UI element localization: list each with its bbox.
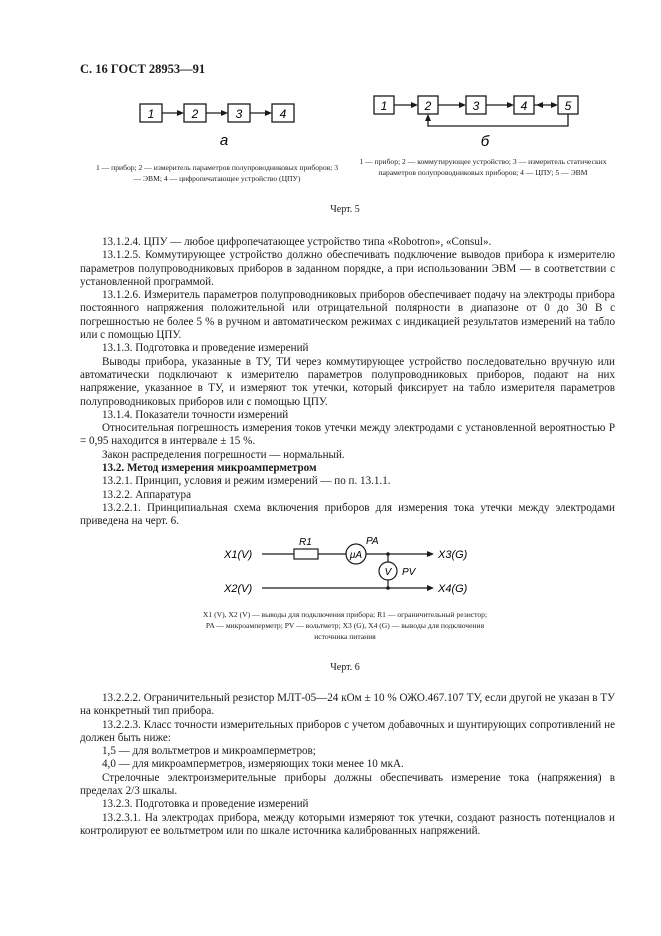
terminal-x1-label: X1(V) [224, 549, 253, 561]
diagram-a-letter: а [219, 132, 229, 149]
figure-5-label: Черт. 5 [330, 204, 360, 215]
block-diagram-a [138, 100, 308, 150]
block-a-1: 1 [147, 107, 155, 121]
paragraph: 13.2.2.3. Класс точности измерительных приборов с учетом добавочных и шунтирующих сопротивлений не должен быть ниже: [80, 718, 615, 744]
body-text-bottom [80, 692, 615, 838]
paragraph: Стрелочные электроизмерительные приборы должны обеспечивать измерение тока (напряжения) в пределах 2/3 шкалы. [80, 771, 615, 798]
resistor-label: R1 [299, 537, 312, 548]
block-diagram-b [372, 92, 582, 152]
block-a-4: 4 [279, 107, 287, 121]
ammeter-label: PA [366, 536, 379, 547]
paragraph: 13.2.3. Подготовка и проведение измерений [102, 798, 309, 811]
paragraph: 13.2.2. Аппаратура [102, 488, 191, 501]
paragraph: 13.1.3. Подготовка и проведение измерений [102, 342, 309, 355]
paragraph: 13.2.2.2. Ограничительный резистор МЛТ-05—24 кОм ± 10 % ОЖО.467.107 ТУ, если другой не указан в ТУ на конкретный тип прибора. [80, 692, 615, 718]
block-b-2: 2 [424, 99, 432, 113]
voltmeter-symbol: V [384, 567, 392, 578]
figure-6-label: Черт. 6 [330, 662, 360, 673]
paragraph: 13.1.2.5. Коммутирующее устройство должно обеспечивать подключение выводов прибора к измерителю параметров полупроводниковых приборов в заданном порядке, а при использовании ЭВМ — в соответствии с установленной программой. [80, 249, 615, 288]
paragraph: 13.2.3.1. На электродах прибора, между которыми измеряют ток утечки, создают разность потенциалов и контролируют ее вольтметром или по шкале источника калиброванных напряжений. [80, 811, 615, 837]
block-a-2: 2 [191, 107, 199, 121]
paragraph: 13.1.4. Показатели точности измерений [102, 408, 289, 421]
block-b-4: 4 [520, 99, 528, 113]
terminal-x3-label: X3(G) [438, 549, 468, 561]
terminal-x2-label: X2(V) [224, 583, 253, 595]
circuit-diagram-svg [220, 536, 500, 604]
block-diagram-b-svg [372, 92, 582, 152]
block-diagram-a-svg [138, 100, 308, 150]
diagram-b-caption: 1 — прибор; 2 — коммутирующее устройство; 3 — измеритель статических параметров полупроводниковых приборов; 4 — ЦПУ; 5 — ЭВМ [359, 157, 607, 177]
block-a-3: 3 [235, 107, 243, 121]
paragraph: 13.1.2.6. Измеритель параметров полупроводниковых приборов обеспечивает подачу на электроды прибора постоянного напряжения положительной или отрицательной полярности в диапазоне от 0 до 30 В с погрешностью не более 5 % в ручном и автоматическом режимах с индикацией результатов измерений на табло или с помощью ЦПУ. [80, 289, 615, 342]
page-header: С. 16 ГОСТ 28953—91 [80, 62, 206, 76]
voltmeter-label: PV [402, 567, 416, 578]
paragraph: Закон распределения погрешности — нормальный. [102, 448, 345, 461]
diagram-b-letter: б [480, 133, 490, 150]
body-text-top [80, 236, 615, 529]
block-b-1: 1 [380, 99, 388, 113]
section-heading: 13.2. Метод измерения микроамперметром [102, 462, 317, 475]
paragraph: Выводы прибора, указанные в ТУ, ТИ через коммутирующее устройство последовательно вручную или автоматически подключают к измерителю параметров полупроводниковых приборов, подают на них напряжение, указанное в ТУ, и измеряют ток утечки, который фиксирует на табло измерителя параметров полупроводниковых приборов или с помощью ЦПУ. [80, 355, 615, 408]
paragraph: 13.2.2.1. Принципиальная схема включения приборов для измерения тока утечки между электродами приведена на черт. 6. [80, 501, 615, 528]
paragraph: Относительная погрешность измерения токов утечки между электродами с установленной вероятностью P = 0,95 находится в интервале ± 15 %. [80, 422, 615, 448]
diagram-a-caption: 1 — прибор; 2 — измеритель параметров полупроводниковых приборов; 3 — ЭВМ; 4 — цифропечатающее устройство (ЦПУ) [95, 163, 339, 183]
figure-6-caption: X1 (V), X2 (V) — выводы для подключения прибора; R1 — ограничительный резистор; PA — микроамперметр; PV — вольтметр; X3 (G), X4 (G) — выводы для подключения источника питания [202, 610, 488, 641]
terminal-x4-label: X4(G) [438, 583, 468, 595]
paragraph: 1,5 — для вольтметров и микроамперметров; [102, 745, 316, 758]
ammeter-symbol: μA [349, 550, 363, 561]
block-b-5: 5 [564, 99, 572, 113]
circuit-diagram [220, 536, 500, 604]
paragraph: 13.2.1. Принцип, условия и режим измерений — по п. 13.1.1. [102, 475, 391, 488]
paragraph: 4,0 — для микроамперметров, измеряющих токи менее 10 мкА. [102, 758, 404, 771]
block-b-3: 3 [472, 99, 480, 113]
paragraph: 13.1.2.4. ЦПУ — любое цифропечатающее устройство типа «Robotron», «Consul». [102, 236, 492, 248]
